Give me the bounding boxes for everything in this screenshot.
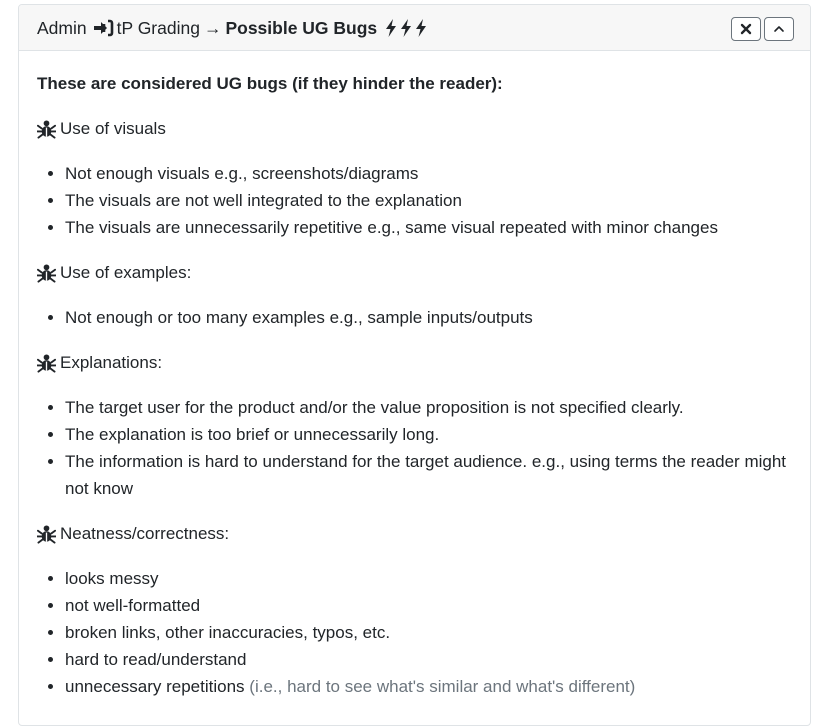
section-title: Explanations:: [60, 353, 163, 372]
section-heading-explanations: [37, 352, 162, 374]
list-item: • The explanation is too brief or unnecessarily long.: [65, 421, 807, 448]
list-item: • broken links, other inaccuracies, typos, etc.: [65, 619, 807, 646]
bolt-icon: [415, 19, 427, 37]
bug-list-examples: [37, 304, 807, 331]
bug-icon: [37, 525, 56, 544]
section-title: Use of examples:: [60, 263, 192, 282]
list-item: • The information is hard to understand for the target audience. e.g., using terms the reader might not know: [65, 448, 807, 502]
list-item: • The visuals are not well integrated to the explanation: [65, 187, 807, 214]
bolt-icon: [400, 19, 412, 37]
list-item-main: unnecessary repetitions: [65, 677, 245, 696]
ug-bugs-card: [18, 4, 811, 726]
bug-list-explanations: [37, 394, 807, 502]
bug-list-neatness: [37, 565, 807, 700]
breadcrumb-arrow: →: [203, 18, 222, 38]
list-item: • not well-formatted: [65, 592, 807, 619]
bug-list-visuals: [37, 160, 807, 241]
section-heading-neatness: [37, 523, 229, 545]
bug-icon: [37, 264, 56, 283]
bug-icon: [37, 354, 56, 373]
section-heading-visuals: [37, 118, 166, 140]
breadcrumb: [37, 17, 427, 39]
section-title: Neatness/correctness:: [60, 524, 230, 543]
list-item: [65, 673, 807, 700]
list-item: • The visuals are unnecessarily repetitive e.g., same visual repeated with minor changes: [65, 214, 807, 241]
close-icon: [740, 23, 752, 35]
list-item: • hard to read/understand: [65, 646, 807, 673]
list-item: • Not enough or too many examples e.g., sample inputs/outputs: [65, 304, 807, 331]
breadcrumb-tp-grading: tP Grading: [116, 18, 200, 38]
page-title: Possible UG Bugs: [225, 18, 378, 38]
collapse-button[interactable]: [764, 17, 794, 41]
card-header: [19, 5, 810, 51]
section-heading-examples: [37, 262, 191, 284]
section-title: Use of visuals: [60, 119, 166, 138]
chevron-up-icon: [773, 24, 785, 34]
breadcrumb-admin: Admin: [37, 18, 87, 38]
list-item-note: (i.e., hard to see what's similar and what's different): [249, 677, 636, 696]
intro-text: These are considered UG bugs (if they hinder the reader):: [37, 74, 503, 93]
login-icon: [93, 19, 115, 37]
header-button-group: [731, 17, 794, 41]
list-item: • Not enough visuals e.g., screenshots/diagrams: [65, 160, 807, 187]
bug-icon: [37, 120, 56, 139]
list-item: • The target user for the product and/or the value proposition is not specified clearly.: [65, 394, 807, 421]
list-item: • looks messy: [65, 565, 807, 592]
close-button[interactable]: [731, 17, 761, 41]
bolt-icon: [385, 19, 397, 37]
